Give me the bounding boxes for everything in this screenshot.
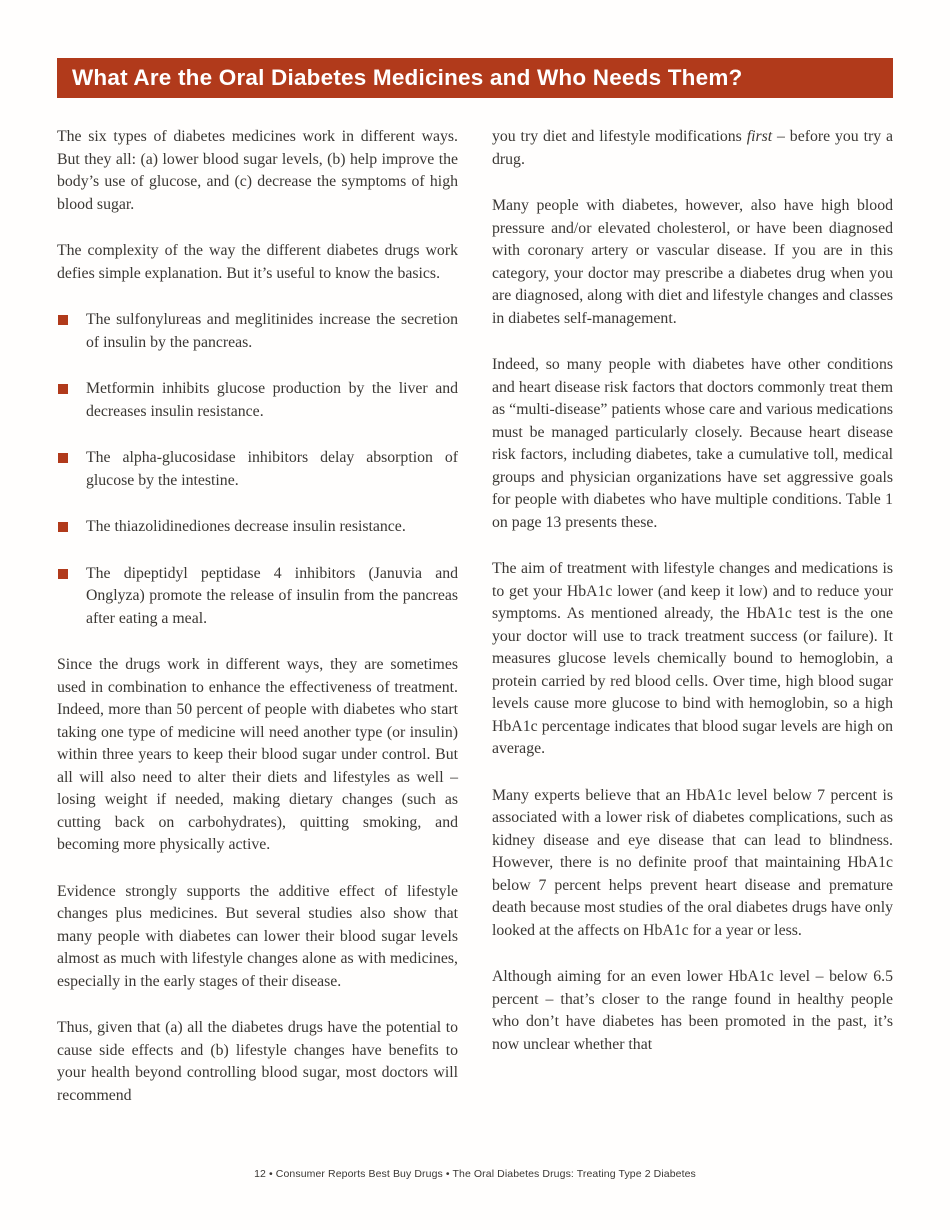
page-footer [0,1168,950,1180]
paragraph: The aim of treatment with lifestyle changes and medications is to get your HbA1c lower (and keep it low) and to reduce your symptoms. As mentioned already, the HbA1c test is the one your doctor will use to track treatment success (or failure). It measures glucose levels chemically bound to hemoglobin, a protein carried by red blood cells. Over time, high blood sugar levels cause more glucose to bind with hemoglobin, so a high HbA1c percentage indicates that blood sugar levels are high on average. [492,560,893,757]
bullet-square-icon [58,522,68,532]
footer-text: 12 • Consumer Reports Best Buy Drugs • The Oral Diabetes Drugs: Treating Type 2 Diabetes [254,1168,696,1180]
paragraph: Evidence strongly supports the additive effect of lifestyle changes plus medicines. But several studies also show that many people with diabetes can lower their blood sugar levels almost as much with lifestyle changes alone as with medicines, especially in the early stages of their disease. [57,882,458,990]
section-title: What Are the Oral Diabetes Medicines and Who Needs Them? [72,65,743,90]
bullet-square-icon [58,384,68,394]
bullet-square-icon [58,569,68,579]
paragraph: The six types of diabetes medicines work in different ways. But they all: (a) lower blood sugar levels, (b) help improve the body’s use of glucose, and (c) decrease the symptoms of high blood sugar. [57,128,458,213]
page-content [57,126,893,1131]
bullet-text: The thiazolidinediones decrease insulin resistance. [86,518,406,535]
section-header-banner [57,58,893,98]
italic-text-segment: first [746,128,773,145]
paragraph: Although aiming for an even lower HbA1c level – below 6.5 percent – that’s closer to the range found in healthy people who don’t have diabetes has been promoted in the past, it’s now unclear whether that [492,968,893,1053]
bullet-text: Metformin inhibits glucose production by the liver and decreases insulin resistance. [86,380,458,420]
bullet-item [57,378,458,423]
right-column [492,126,893,1131]
bullet-list [57,309,458,630]
paragraph: The complexity of the way the different diabetes drugs work defies simple explanation. But it’s useful to know the basics. [57,242,458,282]
text-segment: – before you try a drug. [492,128,893,168]
bullet-text: The dipeptidyl peptidase 4 inhibitors (Januvia and Onglyza) promote the release of insulin from the pancreas after eating a meal. [86,564,458,627]
paragraph: Indeed, so many people with diabetes have other conditions and heart disease risk factors that doctors commonly treat them as “multi-disease” patients whose care and various medications must be managed particularly closely. Because heart disease risk factors, including diabetes, take a cumulative toll, medical groups and physician organizations have set aggressive goals for people with diabetes who have multiple conditions. Table 1 on page 13 presents these. [492,356,893,531]
bullet-square-icon [58,315,68,325]
paragraph: Many people with diabetes, however, also have high blood pressure and/or elevated cholesterol, or have been diagnosed with coronary artery or vascular disease. If you are in this category, your doctor may prescribe a diabetes drug when you are diagnosed, along with diet and lifestyle changes and classes in diabetes self-management. [492,197,893,327]
bullet-item [57,516,458,539]
bullet-item [57,309,458,354]
bullet-square-icon [58,453,68,463]
bullet-item [57,447,458,492]
left-column [57,126,458,1131]
bullet-item [57,563,458,631]
paragraph: Many experts believe that an HbA1c level below 7 percent is associated with a lower risk of diabetes complications, such as kidney disease and eye disease that can lead to blindness. However, there is no definite proof that maintaining HbA1c below 7 percent helps prevent heart disease and premature death because most studies of the oral diabetes drugs have only looked at the affects on HbA1c for a year or less. [492,786,893,939]
paragraph: Thus, given that (a) all the diabetes drugs have the potential to cause side effects and (b) lifestyle changes have benefits to your health beyond controlling blood sugar, most doctors will recommend [57,1019,458,1104]
paragraph: Since the drugs work in different ways, they are sometimes used in combination to enhance the effectiveness of treatment. Indeed, more than 50 percent of people with diabetes who start taking one type of medicine will need another type (or insulin) within three years to keep their blood sugar under control. But all will also need to alter their diets and lifestyles as well – losing weight if needed, making dietary changes (such as cutting back on carbohydrates), quitting smoking, and becoming more physically active. [57,656,458,853]
bullet-text: The sulfonylureas and meglitinides increase the secretion of insulin by the pancreas. [86,311,458,351]
bullet-text: The alpha-glucosidase inhibitors delay absorption of glucose by the intestine. [86,449,458,489]
text-segment: you try diet and lifestyle modifications [492,128,747,145]
paragraph [492,126,893,171]
